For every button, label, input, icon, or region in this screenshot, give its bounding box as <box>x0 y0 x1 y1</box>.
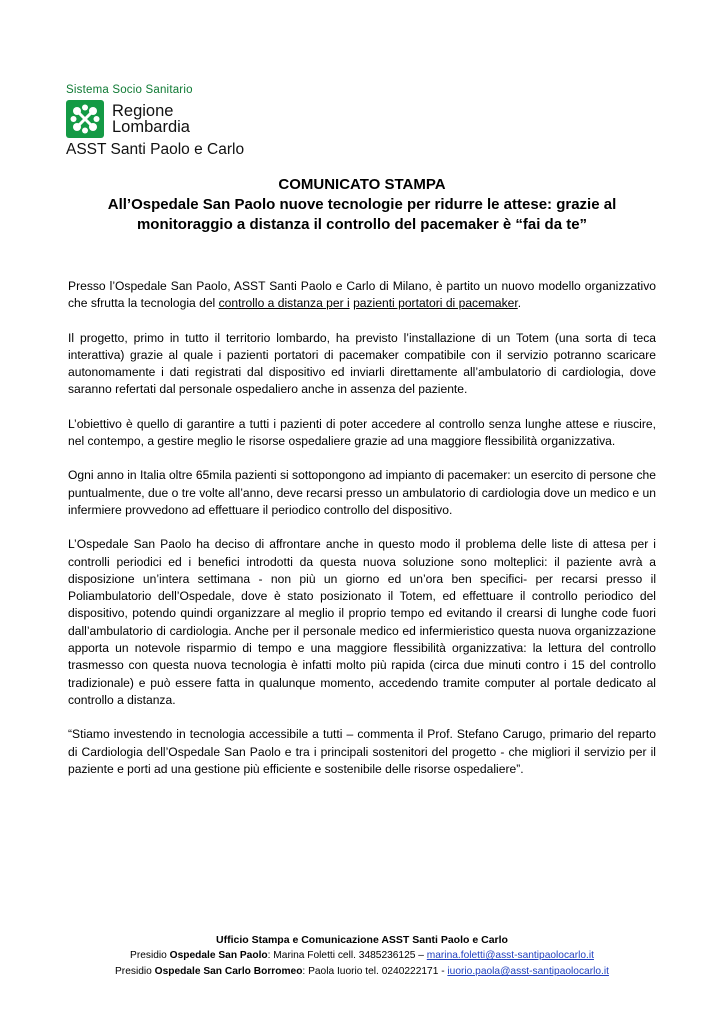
footer-line-san-carlo <box>0 964 724 980</box>
footer-l1-pre: Presidio <box>130 950 170 961</box>
article-body <box>68 278 656 795</box>
paragraph-3: L’obiettivo è quello di garantire a tutti i pazienti di poter accedere al controllo senza lunghe attese e riuscire, nel contempo, a gestire meglio le risorse ospedaliere grazie ad una maggiore flessibilità organizzativa. <box>68 416 656 449</box>
logo-asst-name: ASST Santi Paolo e Carlo <box>66 141 245 158</box>
paragraph-5: L’Ospedale San Paolo ha deciso di affrontare anche in questo modo il problema delle liste di attesa per i controlli periodici ed i benefici introdotti da questa nuova soluzione sono molteplici: il paziente avrà a disposizione un’intera settimana - non più un giorno ed un’ora ben specifici- per recarsi presso il Poliambulatorio dell’Ospedale, dove è stato posizionato il Totem, ed effettuare il controllo periodico del dispositivo, potendo quindi organizzare al meglio il proprio tempo ed evitando il crearsi di lunghe code fuori dall’ambulatorio di cardiologia. Anche per il personale medico ed infermieristico questa nuova organizzazione apporta un notevole risparmio di tempo e una maggiore flessibilità organizzativa: la lettura del controllo trasmesso con questa nuova tecnologia è infatti molto più rapida (circa due minuti contro i 15 del controllo tradizionale) e può essere fatta in qualunque momento, accedendo tramite computer al portale dedicato al controllo a distanza. <box>68 537 656 707</box>
footer-l2-pre: Presidio <box>115 966 155 977</box>
paragraph-1-end: . <box>517 296 522 311</box>
headline-line2: monitoraggio a distanza il controllo del pacemaker è “fai da te” <box>136 216 588 233</box>
headline-line1: All’Ospedale San Paolo nuove tecnologie per ridurre le attese: grazie al <box>107 196 617 213</box>
regione-lombardia-rosa-camuna-icon <box>66 100 104 138</box>
paragraph-2: Il progetto, primo in tutto il territorio lombardo, ha previsto l’installazione di un Totem (una sorta di teca interattiva) grazie al quale i pazienti portatori di pacemaker compatibile con il servizio potranno scaricare autonomamente i dati registrati dal dispositivo ed inviarli direttamente all’ambulatorio di cardiologia, dove saranno refertati dal personale ospedaliero anche in assenza del paziente. <box>68 330 656 397</box>
underlined-remote-control: controllo a distanza per i <box>218 296 350 311</box>
footer <box>0 932 724 980</box>
email-link-foletti[interactable]: marina.foletti@asst-santipaolocarlo.it <box>426 950 594 961</box>
footer-l1-contact: : Marina Foletti cell. 3485236125 – <box>267 950 427 961</box>
footer-line-san-paolo <box>0 948 724 964</box>
paragraph-4: Ogni anno in Italia oltre 65mila pazienti si sottopongono ad impianto di pacemaker: un esercito di persone che puntualmente, due o tre volte all’anno, deve recarsi presso un ambulatorio di cardiologia dove un medico e un infermiere provvedono ad effettuare il periodico controllo del dispositivo. <box>68 468 656 517</box>
footer-l2-hospital: Ospedale San Carlo Borromeo <box>154 966 303 977</box>
paragraph-1-text: Presso l’Ospedale San Paolo, ASST Santi Paolo e Carlo di Milano, è partito un nuovo modello organizzativo che sfrutta la tecnologia del <box>68 279 656 311</box>
logo-system-text: Sistema Socio Sanitario <box>66 84 193 96</box>
footer-l1-hospital: Ospedale San Paolo <box>169 950 268 961</box>
logo-region-name <box>112 103 190 135</box>
logo-row <box>66 100 296 138</box>
footer-l2-contact: : Paola Iuorio tel. 0240222171 - <box>302 966 448 977</box>
underlined-pacemaker-patients: pazienti portatori di pacemaker <box>353 296 518 311</box>
press-release-label: COMUNICATO STAMPA <box>278 176 446 193</box>
email-link-iuorio[interactable]: iuorio.paola@asst-santipaolocarlo.it <box>447 966 609 977</box>
logo-block <box>66 84 296 159</box>
press-release-header <box>60 175 664 235</box>
footer-title: Ufficio Stampa e Comunicazione ASST Santi Paolo e Carlo <box>216 934 508 946</box>
logo-region-line2: Lombardia <box>112 118 190 136</box>
paragraph-1 <box>68 278 656 313</box>
logo-region-line1: Regione <box>112 102 174 120</box>
paragraph-6: “Stiamo investendo in tecnologia accessibile a tutti – commenta il Prof. Stefano Carugo, primario del reparto di Cardiologia dell’Ospedale San Paolo e tra i principali sostenitori del progetto - che migliori il servizio per il paziente e porti ad una gestione più efficiente e sostenibile delle risorse ospedaliere”. <box>68 727 656 776</box>
